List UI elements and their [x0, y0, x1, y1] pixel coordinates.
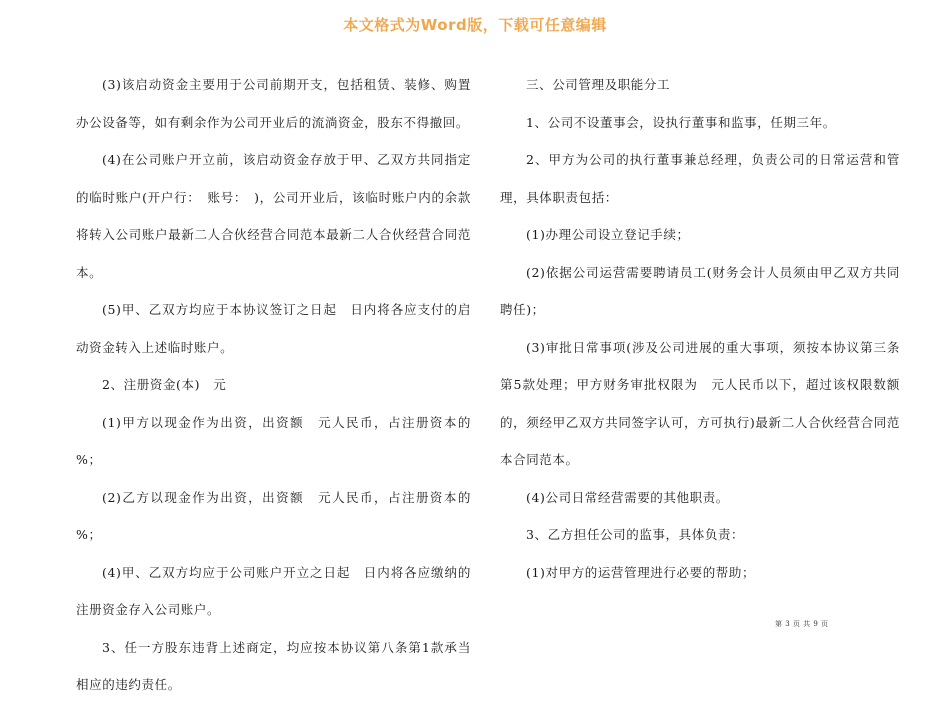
paragraph: (3)审批日常事项(涉及公司进展的重大事项，须按本协议第三条第5款处理；甲方财务审批权限为 元人民币以下，超过该权限数额的，须经甲乙双方共同签字认可，方可执行)最新二人合伙经营合同范本合同范本。	[500, 339, 900, 467]
page-number: 第 3 页 共 9 页	[775, 620, 829, 628]
paragraph: 3、任一方股东违背上述商定，均应按本协议第八条第1款承当相应的违约责任。	[76, 639, 471, 692]
paragraph: (4)在公司账户开立前，该启动资金存放于甲、乙双方共同指定的临时账户(开户行： 账号： )，公司开业后，该临时账户内的余款将转入公司账户最新二人合伙经营合同范本最新二人合伙经营合同范本。	[76, 152, 471, 280]
section-heading: 2、注册资金(本) 元	[102, 377, 227, 392]
document-banner: 本文格式为Word版，下载可任意编辑	[343, 16, 607, 34]
right-text-column	[500, 66, 900, 591]
paragraph: (1)甲方以现金作为出资，出资额 元人民币，占注册资本的 %；	[76, 414, 485, 467]
paragraph: (4)甲、乙双方均应于公司账户开立之日起 日内将各应缴纳的注册资金存入公司账户。	[76, 564, 471, 617]
paragraph: (1)办理公司设立登记手续；	[526, 227, 690, 242]
section-heading: 三、公司管理及职能分工	[526, 77, 671, 92]
paragraph: 3、乙方担任公司的监事，具体负责：	[526, 527, 745, 542]
paragraph: (5)甲、乙双方均应于本协议签订之日起 日内将各应支付的启动资金转入上述临时账户。	[76, 302, 471, 355]
paragraph: (4)公司日常经营需要的其他职责。	[526, 489, 729, 505]
paragraph: (2)依据公司运营需要聘请员工(财务会计人员须由甲乙双方共同聘任)；	[500, 264, 900, 317]
paragraph: (3)该启动资金主要用于公司前期开支，包括租赁、装修、购置办公设备等，如有剩余作为公司开业后的流淌资金，股东不得撤回。	[76, 77, 471, 130]
paragraph: 2、甲方为公司的执行董事兼总经理，负责公司的日常运营和管理，具体职责包括：	[500, 152, 900, 205]
paragraph: 1、公司不设董事会，设执行董事和监事，任期三年。	[526, 114, 836, 130]
paragraph: (1)对甲方的运营管理进行必要的帮助；	[526, 564, 756, 580]
paragraph: (2)乙方以现金作为出资，出资额 元人民币，占注册资本的 %；	[76, 489, 485, 542]
left-text-column	[76, 66, 485, 704]
